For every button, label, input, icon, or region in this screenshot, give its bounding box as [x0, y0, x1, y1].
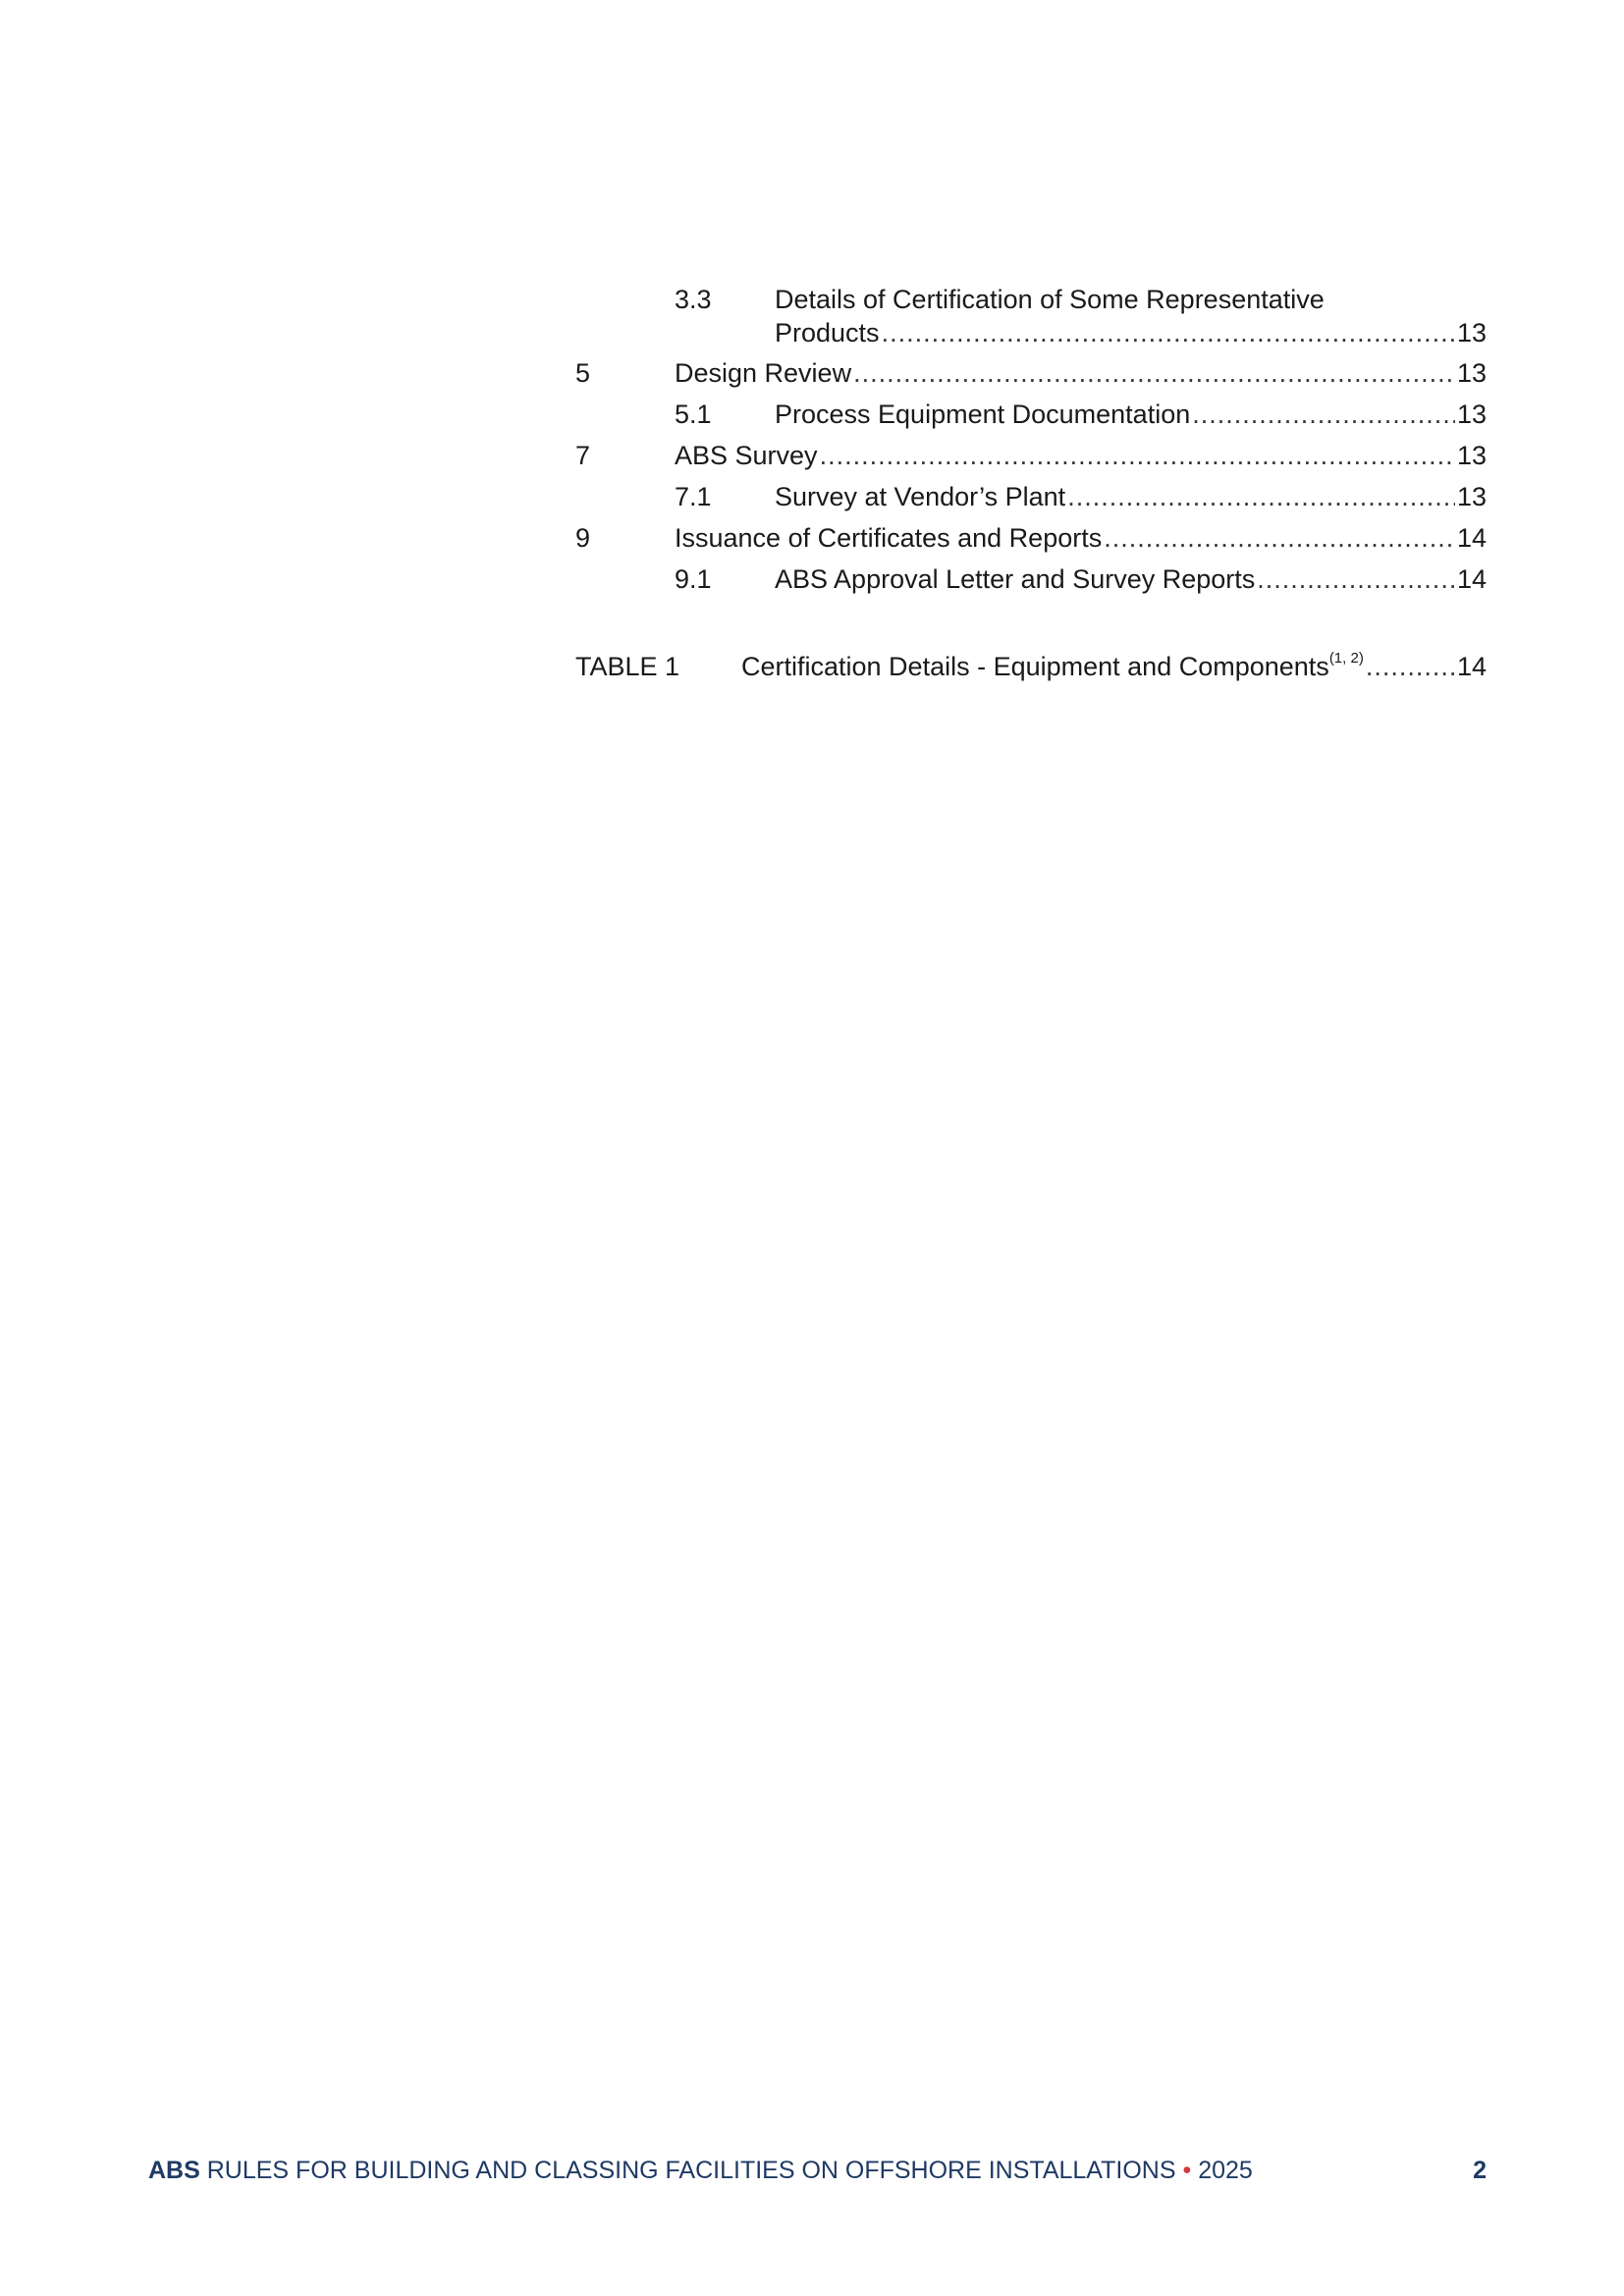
toc-entry-number: 3.3 [675, 285, 712, 314]
footer-publication-title [148, 2156, 1253, 2185]
footer-title: RULES FOR BUILDING AND CLASSING FACILITIES ON OFFSHORE INSTALLATIONS [206, 2157, 1176, 2184]
toc-entry-title: Details of Certification of Some Representative [775, 285, 1325, 314]
dot-leader [853, 355, 1455, 391]
toc-page-number: 14 [1456, 652, 1487, 681]
toc-page-number: 13 [1456, 441, 1487, 470]
page-footer [148, 2156, 1487, 2185]
toc-table-title-text: Certification Details - Equipment and Components [741, 652, 1329, 681]
toc-page-number: 13 [1456, 358, 1487, 388]
dot-leader [1067, 479, 1455, 514]
toc-entry-number: 9 [575, 523, 591, 553]
toc-entry-7[interactable] [575, 438, 1487, 473]
toc-page-number: 14 [1456, 523, 1487, 553]
dot-leader [882, 315, 1455, 350]
toc-table-1[interactable] [575, 649, 1487, 684]
toc-entry-title: ABS Approval Letter and Survey Reports [775, 564, 1256, 594]
footnote-reference: (1, 2) [1328, 650, 1364, 667]
toc-entry-number: 7 [575, 441, 591, 470]
toc-entry-title: Process Equipment Documentation [775, 400, 1191, 429]
dot-leader [1366, 649, 1455, 684]
toc-entry-title: Issuance of Certificates and Reports [675, 523, 1103, 553]
toc-entry-5[interactable] [575, 355, 1487, 391]
toc-entry-7-1[interactable] [575, 479, 1487, 514]
toc-entry-5-1[interactable] [575, 397, 1487, 432]
dot-leader [1257, 561, 1455, 597]
toc-entry-number: 5 [575, 358, 591, 388]
footer-year: 2025 [1198, 2157, 1253, 2184]
footer-page-number: 2 [1473, 2157, 1487, 2184]
dot-leader [1192, 397, 1455, 432]
toc-entry-title: ABS Survey [675, 441, 818, 470]
toc-entry-title: Design Review [675, 358, 852, 388]
dot-leader [1104, 520, 1455, 556]
toc-page-number: 13 [1456, 482, 1487, 511]
footer-brand: ABS [148, 2157, 200, 2184]
toc-entry-title: Survey at Vendor’s Plant [775, 482, 1066, 511]
toc-entry-title [741, 649, 1364, 684]
toc-page-number: 13 [1456, 400, 1487, 429]
toc-entry-title: Products [775, 318, 880, 347]
toc-entry-3-3-line2[interactable] [575, 315, 1487, 350]
toc-page-number: 13 [1456, 318, 1487, 347]
toc-entry-number: 7.1 [675, 482, 712, 511]
toc-entry-number: 9.1 [675, 564, 712, 594]
toc-entry-number: 5.1 [675, 400, 712, 429]
toc-entry-9[interactable] [575, 520, 1487, 556]
dot-leader [820, 438, 1455, 473]
toc-entry-9-1[interactable] [575, 561, 1487, 597]
toc-table-label: TABLE 1 [575, 652, 680, 681]
footer-separator: • [1182, 2157, 1192, 2184]
toc-page-number: 14 [1456, 564, 1487, 594]
toc-entry-3-3-line1[interactable] [575, 282, 1487, 317]
